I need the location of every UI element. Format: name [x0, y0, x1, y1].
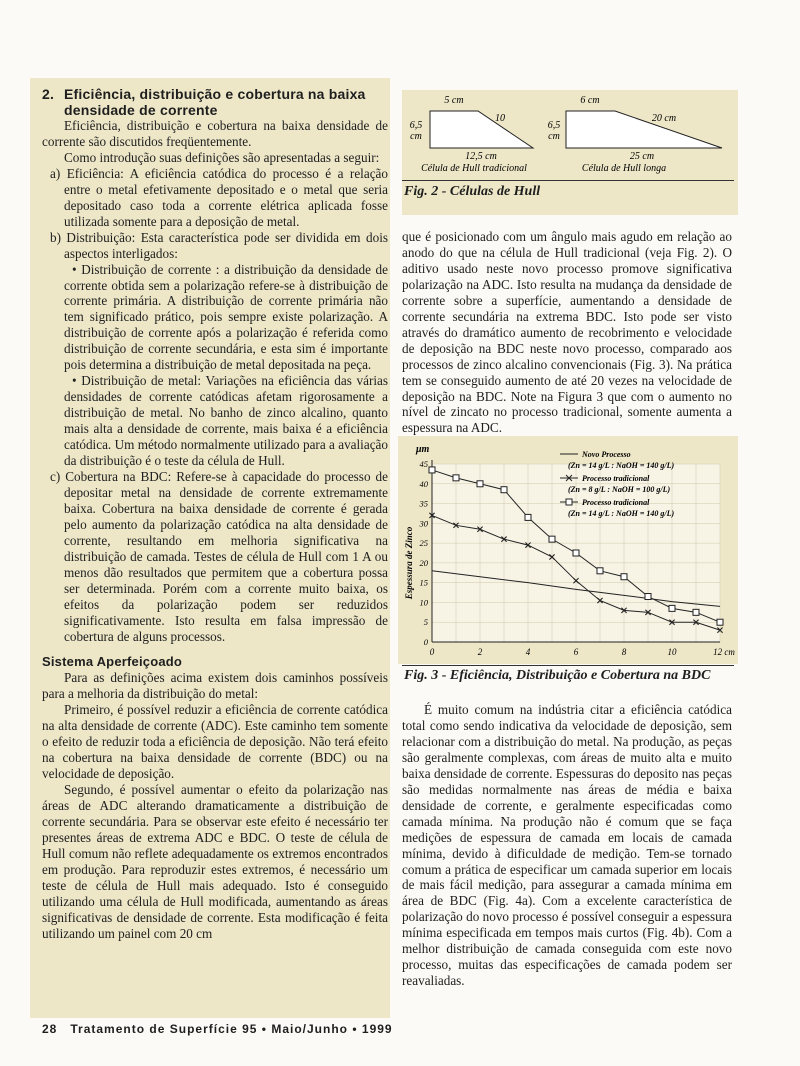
fig2-caption: Fig. 2 - Células de Hull: [404, 184, 541, 199]
data-point-square: [453, 475, 459, 481]
paragraph: Para as definições acima existem dois caminhos possíveis para a melhoria da distribuição do metal:: [42, 670, 388, 702]
fig3-chart-svg: [398, 436, 738, 664]
legend-series-name: Novo Processo: [582, 450, 631, 459]
legend-series-params: (Zn = 14 g/L : NaOH = 140 g/L): [568, 509, 675, 518]
definition-c: c) Cobertura na BDC: Refere-se à capacidade do processo de depositar metal na densidade de corrente extremamente baixa. Cobertura na baixa densidade de corrente é gerada pelo aumento da polarização catódica na alta densidade de corrente, resultando em melhoria significativa na distribuição de camada. Testes de célula de Hull com 1 A ou menos dão resultados que permitem que a cobertura possa ser determinada. Porém com a corrente muito baixa, os efeitos da polarização podem ser reduzidos significativamente. Isto resulta em falsa impressão de cobertura de alguns processos.: [50, 468, 388, 644]
subsection-heading: Sistema Aperfeiçoado: [42, 654, 183, 670]
paragraph: É muito comum na indústria citar a eficiência catódica total como sendo indicativa da velocidade de deposição, sem relacionar com a distribuição do metal. Na produção, as peças são geralmente complexas, com áreas de muito alta e muito baixa densidade de corrente. Espessuras do deposito nas peças são medidas normalmente nas áreas de média e baixa densidade de corrente, e geralmente especificadas como camada mínima. Na produção não é comum que se faça medições de espessura de camada em locais de camada mínima, devido à dificuldade de medição. Tem-se tornado comum a prática de especificar um camada superior em locais de mais fácil medição, para assegurar a camada mínima em área de BDC (Fig. 4a). Com a excelente característica de polarização do novo processo é possível conseguir a espessura mínima especificada em tempos mais curtos (Fig. 4b). Com a melhor distribuição de camada conseguida com este novo processo, muitas das especificações de camada podem ser reavaliadas.: [402, 702, 732, 989]
fig3-divider: [402, 665, 734, 666]
fig2-right-slant-label: 20 cm: [651, 113, 677, 124]
x-tick-label: 4: [525, 647, 531, 657]
definition-b-bullet-1: • Distribuição de corrente : a distribuição da densidade de corrente obtida sem a polarização refere-se à distribuição de corrente primária. A distribuição de corrente primária não tem significado prático, pois sempre existe polarização. A distribuição de corrente após a polarização é referida como distribuição de corrente secundária, e esta sim é importante pois determina a distribuição de metal depositada na peça.: [64, 261, 388, 373]
fig2-left-cell-label: Célula de Hull tradicional: [421, 163, 527, 174]
x-tick-label: 10: [667, 647, 677, 657]
paragraph: Primeiro, é possível reduzir a eficiência de corrente catódica na alta densidade de corrente (ADC). Este caminho tem somente o efeito de reduzir toda a eficiência de deposição. Não terá efeito na cobertura na baixa densidade de corrente (BDC) ou na velocidade de deposição.: [42, 702, 388, 782]
legend-series-name: Processo tradicional: [582, 474, 650, 483]
legend-series-params: (Zn = 14 g/L : NaOH = 140 g/L): [568, 461, 675, 470]
paragraph: Segundo, é possível aumentar o efeito da polarização nas áreas de ADC alterando dramaticamente a distribuição de corrente secundária. Para se observar este efeito é necessário ter presentes áreas de extrema ADC e BDC. O teste de célula de Hull comum não reflete adequadamente os extremos encontrados em produção. Para reproduzir estes extremos, é necessário um teste de célula de Hull mais adequado. Isto é conseguido utilizando uma célula de Hull modificada, aumentando as áreas significativas de densidade de corrente. Esta modificação é feita utilizando um painel com 20 cm: [42, 782, 388, 941]
data-point-square: [549, 536, 555, 542]
y-tick-label: 40: [419, 478, 428, 489]
y-tick-label: 20: [419, 557, 428, 568]
x-tick-label: 2: [477, 647, 483, 657]
fig2-left-top-label: 5 cm: [444, 95, 464, 106]
y-tick-label: 5: [423, 617, 428, 628]
fig2-left-height-label: 6,5: [409, 120, 423, 131]
data-point-square: [429, 467, 435, 473]
page-footer: [42, 1022, 393, 1036]
y-tick-label: 35: [419, 498, 428, 509]
data-point-square: [645, 594, 651, 600]
y-tick-label: 45: [419, 459, 428, 469]
data-point-square: [501, 487, 507, 493]
x-tick-label: 0: [429, 647, 435, 657]
section-number: 2.: [42, 86, 55, 102]
section-heading: [42, 86, 388, 118]
definition-a: a) Eficiência: A eficiência catódica do processo é a relação entre o metal efetivamente depositado e o metal que seria depositado caso toda a corrente elétrica aplicada fosse utilizada somente para a deposição de metal.: [50, 165, 388, 229]
y-tick-label: 0: [423, 637, 428, 647]
page-number: 28: [42, 1022, 58, 1036]
legend-series-params: (Zn = 8 g/L : NaOH = 100 g/L): [568, 485, 671, 494]
right-column-top: [402, 229, 732, 436]
paragraph: que é posicionado com um ângulo mais agudo em relação ao anodo do que na célula de Hull tradicional (veja Fig. 2). O aditivo usado neste novo processo promove significativa polarização na ADC. Isto resulta na mudança da densidade de corrente sobre a superfície, aumentando a densidade de corrente secundária na extrema BDC. Isto pode ser visto através do dramático aumento de recobrimento e velocidade de deposição na BDC neste novo processo, comparado aos processos de zinco alcalino convencionais (Fig. 3). Na prática tem se conseguido aumento de até 20 vezes na velocidade de deposição na BDC. Note na Figura 3 que com o aumento no nível de zincato no processo tradicional, somente aumenta a espessura na ADC.: [402, 229, 732, 436]
fig2-right-height-unit: cm: [548, 131, 560, 142]
fig3-caption: Fig. 3 - Eficiência, Distribuição e Cobertura na BDC: [404, 668, 711, 683]
y-tick-label: 30: [419, 518, 428, 529]
fig2-left-height-unit: cm: [410, 131, 422, 142]
fig2-left-slant-label: 10: [495, 113, 505, 124]
data-point-square: [669, 605, 675, 611]
data-point-square: [597, 568, 603, 574]
data-point-square: [693, 609, 699, 615]
issue-date: Maio/Junho: [271, 1022, 348, 1036]
chart-unit-label: μm: [416, 444, 430, 455]
y-axis-label: Espessura de Zinco: [404, 526, 414, 600]
definition-b-bullet-2: • Distribuição de metal: Variações na eficiência das várias densidades de corrente catódicas afetam rigorosamente a distribuição de metal. No banho de zinco alcalino, quanto mais alta a densidade de corrente, mais baixa é a eficiência catódica. Um método normalmente utilizado para a avaliação da distribuição é o teste da célula de Hull.: [64, 373, 388, 469]
x-tick-label: 12 cm: [713, 647, 735, 657]
legend-marker: [566, 499, 572, 505]
intro-paragraph: Eficiência, distribuição e cobertura na baixa densidade de corrente são discutidos freqüentemente.: [42, 118, 388, 149]
definition-b: b) Distribuição: Esta característica pode ser dividida em dois aspectos interligados:: [50, 229, 388, 261]
left-column: [42, 86, 388, 942]
y-tick-label: 15: [419, 577, 428, 588]
y-tick-label: 25: [419, 538, 428, 549]
x-tick-label: 6: [573, 647, 579, 657]
footer-separator: •: [352, 1022, 358, 1036]
intro-paragraph-2: Como introdução suas definições são apresentadas a seguir:: [64, 149, 380, 165]
x-tick-label: 8: [621, 647, 627, 657]
data-point-square: [621, 574, 627, 580]
data-point-square: [717, 619, 723, 625]
footer-separator: •: [261, 1022, 267, 1036]
data-point-square: [525, 514, 531, 520]
fig2-right-top-label: 6 cm: [580, 95, 600, 106]
journal-name: Tratamento de Superfície 95: [70, 1022, 258, 1036]
fig2-divider: [402, 180, 734, 181]
data-point-square: [573, 550, 579, 556]
y-tick-label: 10: [419, 597, 428, 608]
section-title-line2: densidade de corrente: [64, 102, 218, 118]
data-point-square: [477, 481, 483, 487]
right-column-bottom: [402, 702, 732, 989]
fig3-chart: [398, 436, 738, 664]
fig2-right-bottom-label: 25 cm: [629, 151, 655, 162]
fig2-right-height-label: 6,5: [547, 120, 561, 131]
fig2-right-cell-label: Célula de Hull longa: [581, 163, 667, 174]
section-title-line1: Eficiência, distribuição e cobertura na baixa: [64, 86, 366, 102]
fig2-left-bottom-label: 12,5 cm: [465, 151, 497, 162]
legend-series-name: Processo tradicional: [582, 498, 650, 507]
issue-year: 1999: [361, 1022, 393, 1036]
